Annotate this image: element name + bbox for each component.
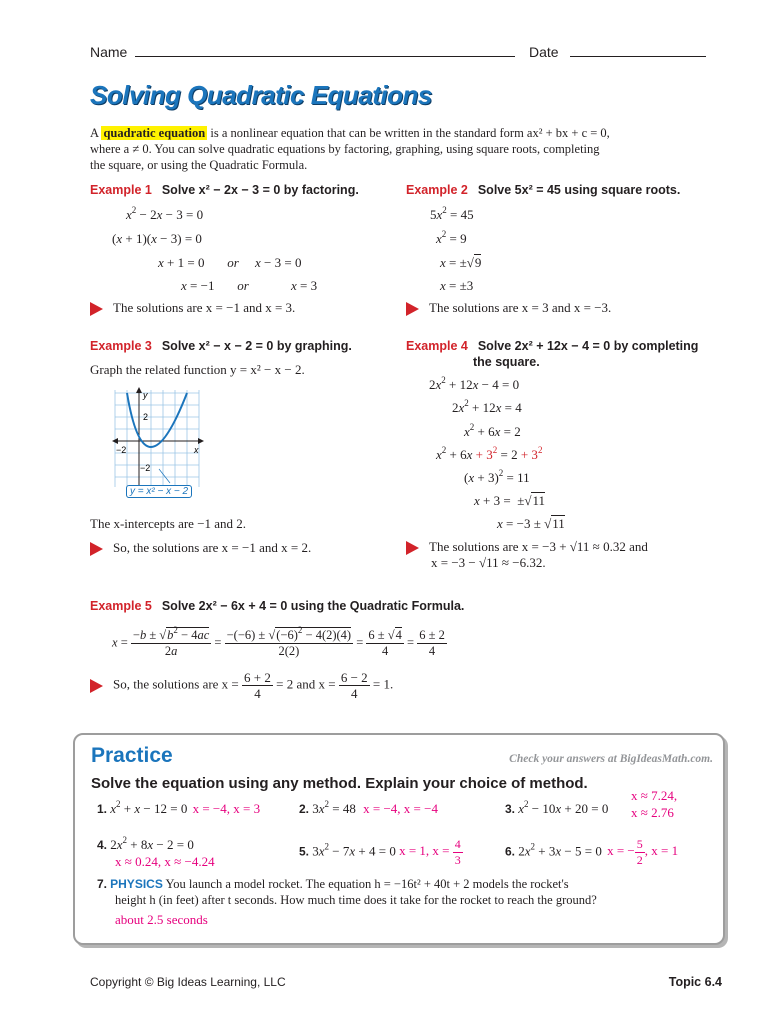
example3-title: Example 3 Solve x² − x − 2 = 0 by graphing. (90, 339, 352, 353)
name-field[interactable] (90, 44, 515, 60)
name-label: Name (90, 44, 128, 60)
arrow-icon (406, 302, 419, 316)
arrow-icon (90, 679, 103, 693)
answer-5: x = 1, x = $\frac{4}{3}$ (399, 837, 461, 867)
answer-3: x ≈ 7.24, x ≈ 2.76 (631, 788, 678, 820)
example5-conclusion: So, the solutions are x = $\frac{6 + 2}{4}$ = 2 and x = $\frac{6 - 2}{4}$ = 1. (90, 670, 393, 701)
problem-3: 3. $x^2 - 10x + 20 = 0$ (505, 799, 609, 816)
practice-box (73, 733, 725, 945)
problem-4: 4. $2x^2 + 8x - 2 = 0$ (97, 835, 194, 852)
arrow-icon (90, 302, 103, 316)
problem-7: 7. PHYSICS You launch a model rocket. The equation h = −16t² + 40t + 2 models the rocket's height h (in feet) after t seconds. How much time does it take for the rocket to reach the ground? (97, 877, 597, 907)
problem-5: 5. $3x^2 - 7x + 4 = 0$ x = 1, x = $\frac{4}{3}$ (299, 837, 461, 867)
example2-title: Example 2 Solve 5x² = 45 using square roots. (406, 183, 681, 197)
y-axis-label: y (143, 390, 148, 400)
example1-conclusion: The solutions are x = −1 and x = 3. (90, 300, 295, 316)
example4-title: Example 4 Solve 2x² + 12x − 4 = 0 by completing the square. (406, 339, 699, 369)
date-label: Date (529, 44, 559, 60)
example2-conclusion: The solutions are x = 3 and x = −3. (406, 300, 611, 316)
example3-intercepts: The x-intercepts are −1 and 2. (90, 516, 247, 531)
arrow-icon (90, 542, 103, 556)
answer-1: x = −4, x = 3 (192, 801, 261, 816)
example3-conclusion: So, the solutions are x = −1 and x = 2. (90, 540, 311, 556)
problem-2: 2. $3x^2 = 48$ x = −4, x = −4 (299, 799, 438, 816)
graph-grid (115, 390, 199, 487)
tick-label-x-neg2: −2 (116, 445, 127, 455)
parabola-curve (127, 393, 187, 447)
example4-conclusion: The solutions are x = −3 + √11 ≈ 0.32 and x = −3 − √11 ≈ −6.32. (406, 539, 648, 571)
answer-4: x ≈ 0.24, x ≈ −4.24 (115, 854, 215, 869)
example3-curve-label: y = x² − x − 2 (126, 485, 192, 498)
practice-check-note: Check your answers at BigIdeasMath.com. (509, 753, 713, 765)
answer-6: x = − $\frac{5}{2}$ , x = 1 (607, 837, 679, 867)
example3-instruction: Graph the related function y = x² − x − 2. (90, 362, 305, 377)
answer-2: x = −4, x = −4 (363, 801, 438, 816)
answer-7: about 2.5 seconds (115, 912, 208, 927)
footer-copyright: Copyright © Big Ideas Learning, LLC (90, 975, 286, 989)
key-term: quadratic equation (103, 126, 206, 140)
intro-paragraph: A quadratic equation is a nonlinear equation that can be written in the standard form ax² + bx + c = 0, where a ≠ 0. You can solve quadratic equations by factoring, graphing, using square roots, completing the square, or using the Quadratic Formula. (90, 126, 610, 172)
tick-label-y-neg2: −2 (140, 463, 151, 473)
example1-title: Example 1 Solve x² − 2x − 3 = 0 by factoring. (90, 183, 359, 197)
page-title: Solving Quadratic Equations (90, 80, 432, 110)
example5-title: Example 5 Solve 2x² − 6x + 4 = 0 using the Quadratic Formula. (90, 599, 465, 613)
footer-topic: Topic 6.4 (668, 975, 722, 989)
date-field[interactable] (529, 44, 706, 60)
x-axis-label: x (194, 445, 199, 455)
example5-formula: x = $\frac{-b \pm √b^2 - 4ac}{2a}$ = $\frac{-(-6) \pm √(-6)^2 - 4(2)(4)}{2(2)}$ = $\frac{6 \pm √4}{4}$ = $\frac{6 \pm 2}{4}$ (112, 625, 445, 658)
arrow-icon (406, 541, 419, 555)
tick-label-y-2: 2 (143, 412, 149, 422)
practice-title: Practice (91, 744, 173, 767)
problem-1: 1. $x^2 + x - 12 = 0$ x = −4, x = 3 (97, 799, 261, 816)
problem-6: 6. $2x^2 + 3x - 5 = 0$ x = − $\frac{5}{2}$ , x = 1 (505, 837, 679, 867)
practice-instruction: Solve the equation using any method. Explain your choice of method. (91, 775, 588, 792)
